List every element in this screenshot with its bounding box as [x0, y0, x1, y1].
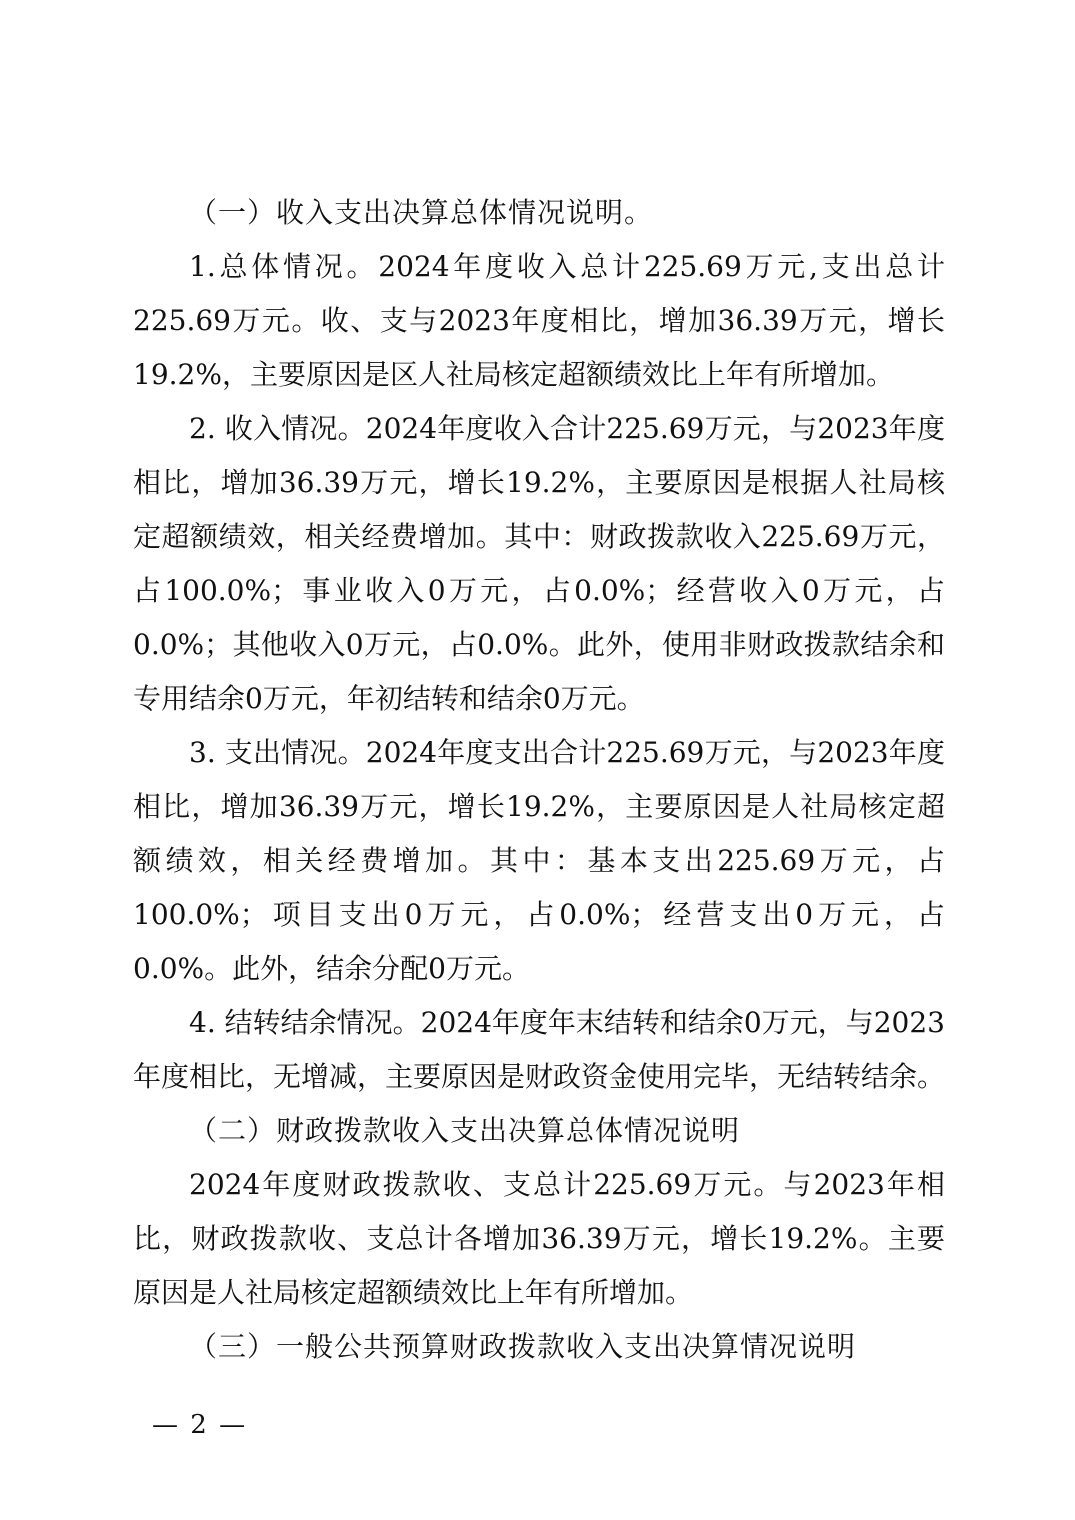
section-heading-1: （一）收入支出决算总体情况说明。: [189, 196, 654, 229]
paragraph-expenditure: 3. 支出情况。2024年度支出合计225.69万元，与2023年度相比，增加36.39万元，增长19.2%，主要原因是人社局核定超额绩效，相关经费增加。其中：基本支出225.69万元，占100.0%；项目支出0万元，占0.0%；经营支出0万元，占0.0%。此外，结余分配0万元。: [133, 736, 945, 985]
section-heading-2: （二）财政拨款收入支出决算总体情况说明: [189, 1114, 741, 1147]
page-number: — 2 —: [152, 1410, 248, 1440]
document-body: [133, 186, 945, 1374]
section-heading-3: （三）一般公共预算财政拨款收入支出决算情况说明: [189, 1330, 857, 1363]
paragraph-income: 2. 收入情况。2024年度收入合计225.69万元，与2023年度相比，增加36.39万元，增长19.2%，主要原因是根据人社局核定超额绩效，相关经费增加。其中：财政拨款收入225.69万元，占100.0%；事业收入0万元，占0.0%；经营收入0万元，占0.0%；其他收入0万元，占0.0%。此外，使用非财政拨款结余和专用结余0万元，年初结转和结余0万元。: [133, 412, 945, 715]
paragraph-fiscal-allocation: 2024年度财政拨款收、支总计225.69万元。与2023年相比，财政拨款收、支总计各增加36.39万元，增长19.2%。主要原因是人社局核定超额绩效比上年有所增加。: [133, 1168, 945, 1309]
paragraph-overall: 1.总体情况。2024年度收入总计225.69万元,支出总计225.69万元。收、支与2023年度相比，增加36.39万元，增长19.2%，主要原因是区人社局核定超额绩效比上年有所增加。: [133, 250, 945, 391]
paragraph-carryover: 4. 结转结余情况。2024年度年末结转和结余0万元，与2023年度相比，无增减，主要原因是财政资金使用完毕，无结转结余。: [133, 1006, 946, 1093]
